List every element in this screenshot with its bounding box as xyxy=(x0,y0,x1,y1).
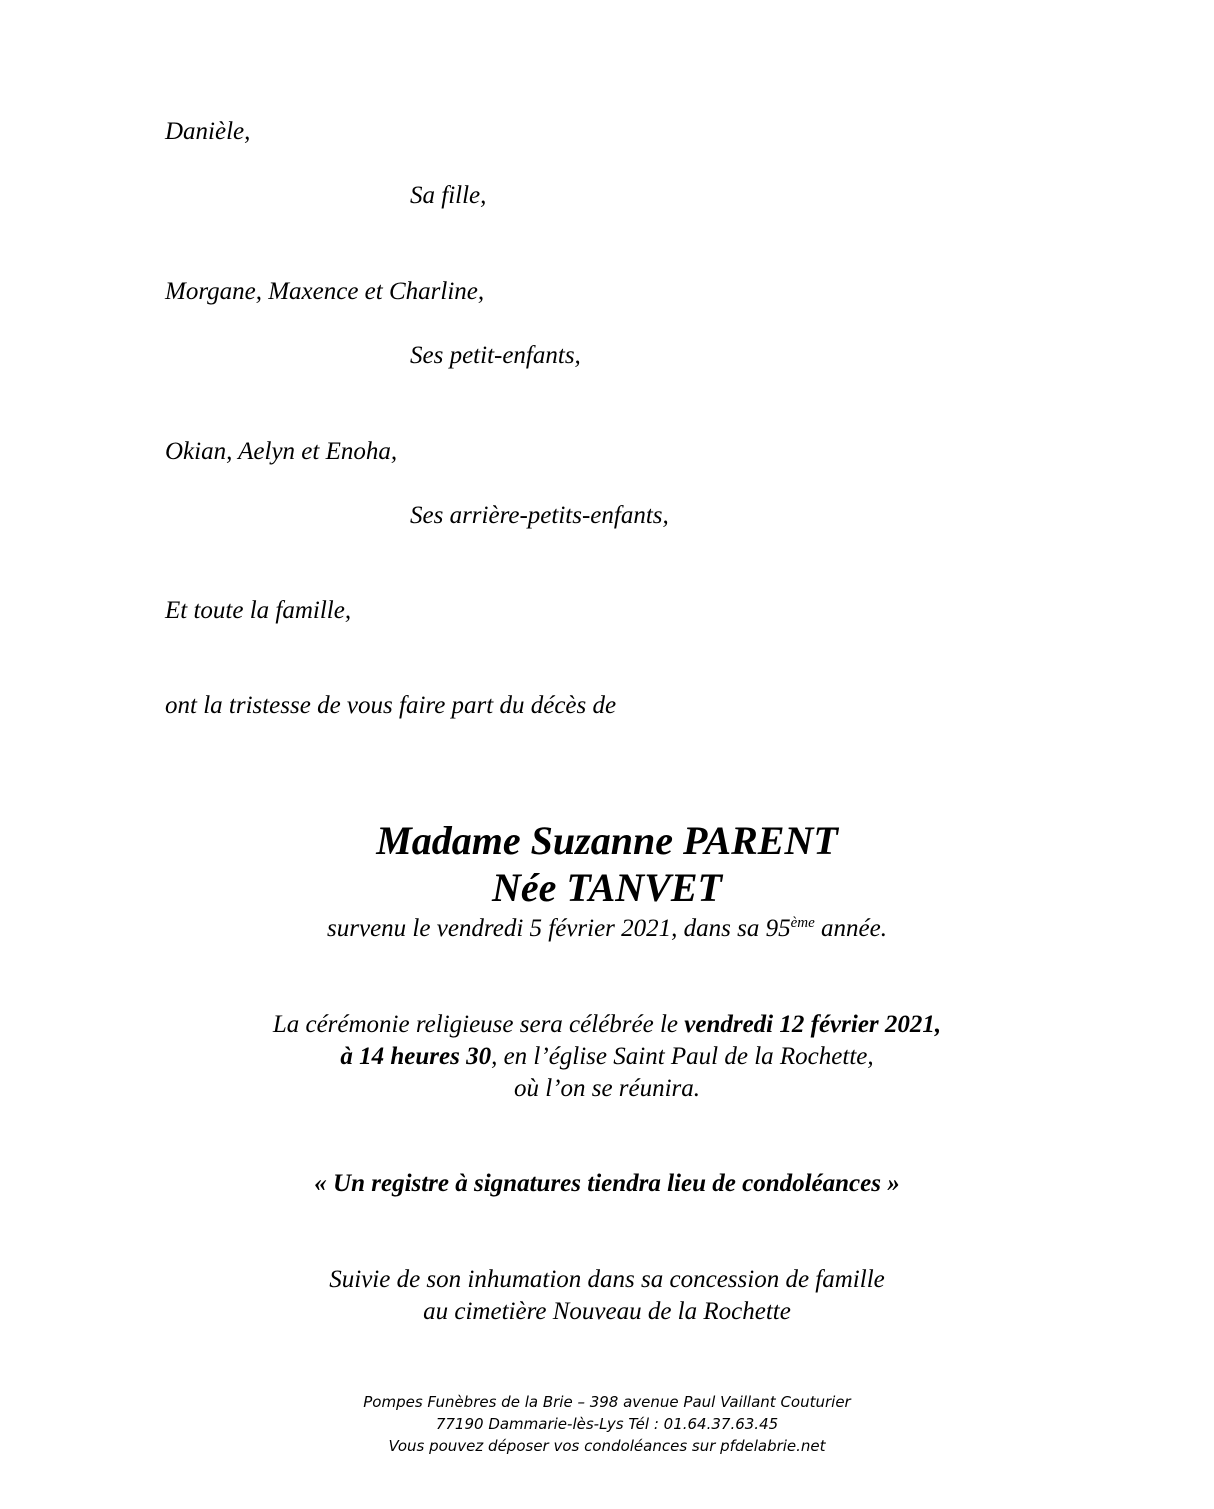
deceased-name: Madame Suzanne PARENT xyxy=(376,818,838,863)
ceremony-time: à 14 heures 30 xyxy=(340,1043,492,1070)
death-date-line xyxy=(0,913,1214,945)
ceremony-place: , en l’église Saint Paul de la Rochette, xyxy=(491,1043,874,1070)
ceremony-line-3: où l’on se réunira. xyxy=(513,1075,701,1102)
death-year-suffix: année. xyxy=(814,915,887,942)
death-date-text: survenu le vendredi 5 février 2021, dans sa 95 xyxy=(327,915,791,942)
grandchildren-names: Morgane, Maxence et Charline, xyxy=(165,278,485,305)
ceremony-line-1 xyxy=(0,1009,1214,1041)
great-grandchildren-names: Okian, Aelyn et Enoha, xyxy=(165,438,398,465)
great-grandchildren-role: Ses arrière-petits-enfants, xyxy=(410,502,669,529)
maiden-name: Née TANVET xyxy=(492,865,722,910)
footer-company: Pompes Funèbres de la Brie – 398 avenue Paul Vaillant Couturier xyxy=(363,1393,851,1411)
registry-notice: « Un registre à signatures tiendra lieu de condoléances » xyxy=(314,1170,900,1197)
daughter-role: Sa fille, xyxy=(410,182,487,209)
footer-contact: 77190 Dammarie-lès-Lys Tél : 01.64.37.63.45 xyxy=(435,1415,779,1433)
burial-line-2: au cimetière Nouveau de la Rochette xyxy=(423,1298,791,1325)
ceremony-intro: La cérémonie religieuse sera célébrée le xyxy=(272,1011,685,1038)
daughter-name: Danièle, xyxy=(165,118,251,145)
whole-family: Et toute la famille, xyxy=(165,597,352,624)
burial-line-1: Suivie de son inhumation dans sa concession de famille xyxy=(329,1266,885,1293)
ceremony-date: vendredi 12 février 2021, xyxy=(684,1011,942,1038)
announcement: ont la tristesse de vous faire part du décès de xyxy=(165,692,617,719)
ceremony-line-2 xyxy=(0,1041,1214,1073)
ordinal-superscript: ème xyxy=(790,915,815,931)
footer-website: Vous pouvez déposer vos condoléances sur pfdelabrie.net xyxy=(388,1437,826,1455)
grandchildren-role: Ses petit-enfants, xyxy=(410,342,581,369)
